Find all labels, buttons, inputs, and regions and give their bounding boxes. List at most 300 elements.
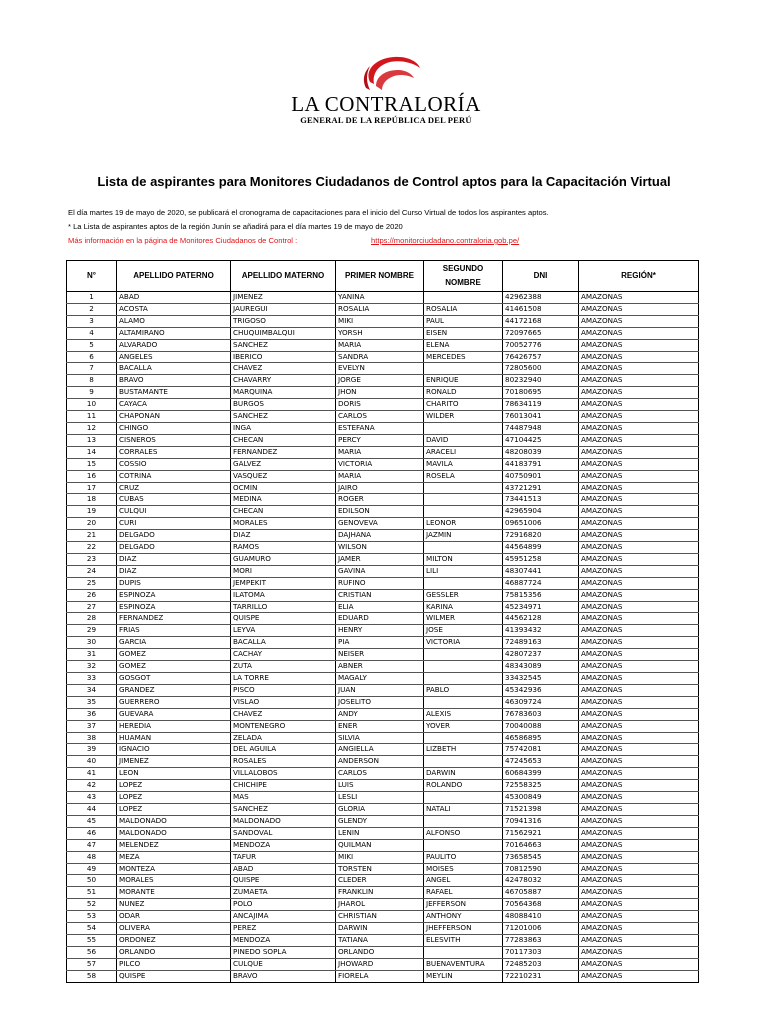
table-row bbox=[67, 482, 699, 494]
cell-primer-nombre: CARLOS bbox=[336, 768, 424, 780]
cell-apellido-paterno: DIAZ bbox=[117, 565, 231, 577]
cell-segundo-nombre: ELENA bbox=[424, 339, 503, 351]
cell-apellido-materno: ANCAJIMA bbox=[231, 911, 336, 923]
cell-number: 53 bbox=[67, 911, 117, 923]
cell-segundo-nombre: ROSALIA bbox=[424, 303, 503, 315]
table-row bbox=[67, 649, 699, 661]
cell-primer-nombre: DORIS bbox=[336, 399, 424, 411]
cell-dni: 42962388 bbox=[503, 292, 579, 304]
cell-number: 52 bbox=[67, 899, 117, 911]
cell-segundo-nombre bbox=[424, 482, 503, 494]
cell-apellido-paterno: MORANTE bbox=[117, 887, 231, 899]
cell-primer-nombre: PERCY bbox=[336, 434, 424, 446]
cell-segundo-nombre bbox=[424, 946, 503, 958]
cell-primer-nombre: EDILSON bbox=[336, 506, 424, 518]
cell-dni: 76426757 bbox=[503, 351, 579, 363]
cell-apellido-materno: LEYVA bbox=[231, 625, 336, 637]
info-junin-note: * La Lista de aspirantes aptos de la región Junín se añadirá para el día martes 19 de mayo de 2020 bbox=[68, 222, 403, 231]
cell-segundo-nombre bbox=[424, 696, 503, 708]
cell-region: AMAZONAS bbox=[579, 530, 699, 542]
col-header-primer-nombre: PRIMER NOMBRE bbox=[336, 261, 424, 292]
cell-number: 24 bbox=[67, 565, 117, 577]
cell-primer-nombre: TATIANA bbox=[336, 934, 424, 946]
cell-dni: 70117303 bbox=[503, 946, 579, 958]
cell-region: AMAZONAS bbox=[579, 399, 699, 411]
table-row bbox=[67, 887, 699, 899]
cell-dni: 44183791 bbox=[503, 458, 579, 470]
cell-number: 20 bbox=[67, 518, 117, 530]
cell-apellido-paterno: CULQUI bbox=[117, 506, 231, 518]
cell-apellido-materno: CHAVEZ bbox=[231, 363, 336, 375]
table-row bbox=[67, 327, 699, 339]
cell-dni: 72210231 bbox=[503, 970, 579, 982]
cell-region: AMAZONAS bbox=[579, 542, 699, 554]
cell-apellido-paterno: COTRINA bbox=[117, 470, 231, 482]
cell-number: 45 bbox=[67, 815, 117, 827]
cell-segundo-nombre: ANTHONY bbox=[424, 911, 503, 923]
cell-region: AMAZONAS bbox=[579, 565, 699, 577]
cell-region: AMAZONAS bbox=[579, 946, 699, 958]
cell-apellido-materno: DEL AGUILA bbox=[231, 744, 336, 756]
cell-number: 38 bbox=[67, 732, 117, 744]
cell-segundo-nombre: JOSE bbox=[424, 625, 503, 637]
cell-number: 36 bbox=[67, 708, 117, 720]
cell-region: AMAZONAS bbox=[579, 470, 699, 482]
table-row bbox=[67, 315, 699, 327]
cell-apellido-paterno: COSSIO bbox=[117, 458, 231, 470]
table-row bbox=[67, 732, 699, 744]
cell-segundo-nombre: WILDER bbox=[424, 411, 503, 423]
cell-region: AMAZONAS bbox=[579, 518, 699, 530]
cell-region: AMAZONAS bbox=[579, 553, 699, 565]
cell-apellido-materno: CHICHIPE bbox=[231, 780, 336, 792]
cell-apellido-paterno: CAYACA bbox=[117, 399, 231, 411]
cell-dni: 46309724 bbox=[503, 696, 579, 708]
cell-apellido-materno: MENDOZA bbox=[231, 934, 336, 946]
cell-dni: 80232940 bbox=[503, 375, 579, 387]
cell-region: AMAZONAS bbox=[579, 387, 699, 399]
cell-region: AMAZONAS bbox=[579, 684, 699, 696]
cell-number: 8 bbox=[67, 375, 117, 387]
table-row bbox=[67, 899, 699, 911]
cell-apellido-paterno: BUSTAMANTE bbox=[117, 387, 231, 399]
cell-apellido-materno: MEDINA bbox=[231, 494, 336, 506]
table-row bbox=[67, 470, 699, 482]
cell-segundo-nombre: ROLANDO bbox=[424, 780, 503, 792]
cell-number: 47 bbox=[67, 839, 117, 851]
cell-apellido-paterno: GUEVARA bbox=[117, 708, 231, 720]
cell-apellido-materno: RAMOS bbox=[231, 542, 336, 554]
cell-segundo-nombre: PAUL bbox=[424, 315, 503, 327]
cell-dni: 72558325 bbox=[503, 780, 579, 792]
cell-number: 26 bbox=[67, 589, 117, 601]
cell-region: AMAZONAS bbox=[579, 780, 699, 792]
cell-primer-nombre: YORSH bbox=[336, 327, 424, 339]
cell-region: AMAZONAS bbox=[579, 458, 699, 470]
cell-primer-nombre: CHRISTIAN bbox=[336, 911, 424, 923]
cell-apellido-materno: MENDOZA bbox=[231, 839, 336, 851]
cell-region: AMAZONAS bbox=[579, 589, 699, 601]
cell-segundo-nombre: YOVER bbox=[424, 720, 503, 732]
cell-apellido-materno: DIAZ bbox=[231, 530, 336, 542]
cell-dni: 48088410 bbox=[503, 911, 579, 923]
cell-apellido-paterno: NUNEZ bbox=[117, 899, 231, 911]
cell-number: 16 bbox=[67, 470, 117, 482]
table-row bbox=[67, 363, 699, 375]
table-row bbox=[67, 744, 699, 756]
cell-region: AMAZONAS bbox=[579, 827, 699, 839]
cell-primer-nombre: ANDY bbox=[336, 708, 424, 720]
cell-apellido-materno: MORI bbox=[231, 565, 336, 577]
cell-region: AMAZONAS bbox=[579, 875, 699, 887]
cell-apellido-paterno: ODAR bbox=[117, 911, 231, 923]
cell-number: 29 bbox=[67, 625, 117, 637]
cell-region: AMAZONAS bbox=[579, 482, 699, 494]
col-header-apellido-materno: APELLIDO MATERNO bbox=[231, 261, 336, 292]
cell-apellido-materno: QUISPE bbox=[231, 875, 336, 887]
table-row bbox=[67, 839, 699, 851]
cell-number: 17 bbox=[67, 482, 117, 494]
cell-apellido-materno: OCMIN bbox=[231, 482, 336, 494]
cell-primer-nombre: JAMER bbox=[336, 553, 424, 565]
cell-primer-nombre: JAIRO bbox=[336, 482, 424, 494]
cell-segundo-nombre: RAFAEL bbox=[424, 887, 503, 899]
cell-apellido-paterno: CURI bbox=[117, 518, 231, 530]
cell-primer-nombre: MARIA bbox=[336, 470, 424, 482]
page-title: Lista de aspirantes para Monitores Ciudadanos de Control aptos para la Capacitación Virtual bbox=[97, 174, 671, 189]
cell-apellido-materno: TARRILLO bbox=[231, 601, 336, 613]
cell-dni: 40750901 bbox=[503, 470, 579, 482]
cell-segundo-nombre: LIZBETH bbox=[424, 744, 503, 756]
cell-primer-nombre: JHAROL bbox=[336, 899, 424, 911]
cell-apellido-paterno: HEREDIA bbox=[117, 720, 231, 732]
cell-dni: 71521398 bbox=[503, 803, 579, 815]
monitor-link[interactable]: https://monitorciudadano.contraloria.gob.pe/ bbox=[371, 236, 520, 245]
cell-primer-nombre: ENER bbox=[336, 720, 424, 732]
cell-region: AMAZONAS bbox=[579, 577, 699, 589]
cell-segundo-nombre: PABLO bbox=[424, 684, 503, 696]
cell-primer-nombre: RUFINO bbox=[336, 577, 424, 589]
cell-apellido-paterno: CHAPONAN bbox=[117, 411, 231, 423]
cell-primer-nombre: MAGALY bbox=[336, 673, 424, 685]
cell-apellido-materno: MORALES bbox=[231, 518, 336, 530]
cell-primer-nombre: NEISER bbox=[336, 649, 424, 661]
cell-apellido-materno: LA TORRE bbox=[231, 673, 336, 685]
cell-apellido-paterno: MALDONADO bbox=[117, 815, 231, 827]
cell-segundo-nombre bbox=[424, 756, 503, 768]
table-row bbox=[67, 696, 699, 708]
cell-primer-nombre: ESTEFANA bbox=[336, 422, 424, 434]
cell-segundo-nombre: LILI bbox=[424, 565, 503, 577]
cell-primer-nombre: LESLI bbox=[336, 792, 424, 804]
cell-region: AMAZONAS bbox=[579, 339, 699, 351]
cell-segundo-nombre: MEYLIN bbox=[424, 970, 503, 982]
cell-apellido-materno: MARQUINA bbox=[231, 387, 336, 399]
cell-primer-nombre: LENIN bbox=[336, 827, 424, 839]
cell-region: AMAZONAS bbox=[579, 744, 699, 756]
cell-region: AMAZONAS bbox=[579, 673, 699, 685]
cell-dni: 74487948 bbox=[503, 422, 579, 434]
cell-apellido-paterno: MONTEZA bbox=[117, 863, 231, 875]
cell-region: AMAZONAS bbox=[579, 506, 699, 518]
table-row bbox=[67, 577, 699, 589]
table-row bbox=[67, 518, 699, 530]
cell-primer-nombre: YANINA bbox=[336, 292, 424, 304]
cell-segundo-nombre: JHEFFERSON bbox=[424, 923, 503, 935]
cell-dni: 45342936 bbox=[503, 684, 579, 696]
cell-segundo-nombre bbox=[424, 292, 503, 304]
table-row bbox=[67, 399, 699, 411]
cell-apellido-paterno: ABAD bbox=[117, 292, 231, 304]
cell-number: 35 bbox=[67, 696, 117, 708]
col-header-dni: DNI bbox=[503, 261, 579, 292]
cell-region: AMAZONAS bbox=[579, 649, 699, 661]
cell-apellido-materno: CHAVARRY bbox=[231, 375, 336, 387]
cell-dni: 46586895 bbox=[503, 732, 579, 744]
cell-primer-nombre: CLEDER bbox=[336, 875, 424, 887]
cell-segundo-nombre: PAULITO bbox=[424, 851, 503, 863]
cell-segundo-nombre bbox=[424, 661, 503, 673]
cell-dni: 41461508 bbox=[503, 303, 579, 315]
cell-dni: 70180695 bbox=[503, 387, 579, 399]
cell-region: AMAZONAS bbox=[579, 911, 699, 923]
cell-apellido-paterno: FERNANDEZ bbox=[117, 613, 231, 625]
cell-primer-nombre: CRISTIAN bbox=[336, 589, 424, 601]
cell-region: AMAZONAS bbox=[579, 637, 699, 649]
table-row bbox=[67, 506, 699, 518]
cell-segundo-nombre: ANGEL bbox=[424, 875, 503, 887]
table-row bbox=[67, 815, 699, 827]
logo-swoosh-icon bbox=[356, 52, 426, 94]
cell-primer-nombre: QUILMAN bbox=[336, 839, 424, 851]
cell-region: AMAZONAS bbox=[579, 327, 699, 339]
cell-dni: 45300849 bbox=[503, 792, 579, 804]
cell-primer-nombre: CARLOS bbox=[336, 411, 424, 423]
cell-primer-nombre: GAVINA bbox=[336, 565, 424, 577]
cell-segundo-nombre: GESSLER bbox=[424, 589, 503, 601]
cell-segundo-nombre bbox=[424, 649, 503, 661]
cell-dni: 72489163 bbox=[503, 637, 579, 649]
cell-apellido-paterno: LOPEZ bbox=[117, 803, 231, 815]
cell-number: 46 bbox=[67, 827, 117, 839]
cell-apellido-paterno: MORALES bbox=[117, 875, 231, 887]
cell-segundo-nombre: WILMER bbox=[424, 613, 503, 625]
cell-number: 21 bbox=[67, 530, 117, 542]
cell-region: AMAZONAS bbox=[579, 768, 699, 780]
cell-segundo-nombre: CHARITO bbox=[424, 399, 503, 411]
cell-region: AMAZONAS bbox=[579, 315, 699, 327]
table-row bbox=[67, 339, 699, 351]
cell-segundo-nombre: MILTON bbox=[424, 553, 503, 565]
cell-region: AMAZONAS bbox=[579, 434, 699, 446]
cell-segundo-nombre: RONALD bbox=[424, 387, 503, 399]
cell-apellido-materno: BURGOS bbox=[231, 399, 336, 411]
table-row bbox=[67, 387, 699, 399]
cell-primer-nombre: JHOWARD bbox=[336, 958, 424, 970]
cell-primer-nombre: DARWIN bbox=[336, 923, 424, 935]
cell-apellido-paterno: MALDONADO bbox=[117, 827, 231, 839]
cell-region: AMAZONAS bbox=[579, 923, 699, 935]
table-row bbox=[67, 292, 699, 304]
cell-number: 56 bbox=[67, 946, 117, 958]
cell-region: AMAZONAS bbox=[579, 303, 699, 315]
cell-primer-nombre: MARIA bbox=[336, 339, 424, 351]
cell-dni: 76013041 bbox=[503, 411, 579, 423]
cell-number: 28 bbox=[67, 613, 117, 625]
cell-region: AMAZONAS bbox=[579, 732, 699, 744]
table-row bbox=[67, 542, 699, 554]
cell-segundo-nombre: MAVILA bbox=[424, 458, 503, 470]
cell-number: 48 bbox=[67, 851, 117, 863]
table-row bbox=[67, 851, 699, 863]
info-more: Más información en la página de Monitores Ciudadanos de Control : bbox=[68, 236, 298, 245]
cell-dni: 73441513 bbox=[503, 494, 579, 506]
table-row bbox=[67, 863, 699, 875]
cell-number: 12 bbox=[67, 422, 117, 434]
cell-apellido-paterno: JIMENEZ bbox=[117, 756, 231, 768]
col-header-number: N° bbox=[67, 261, 117, 292]
cell-segundo-nombre: NATALI bbox=[424, 803, 503, 815]
cell-apellido-materno: POLO bbox=[231, 899, 336, 911]
cell-apellido-paterno: CRUZ bbox=[117, 482, 231, 494]
cell-apellido-materno: SANCHEZ bbox=[231, 803, 336, 815]
cell-segundo-nombre bbox=[424, 732, 503, 744]
cell-dni: 60684399 bbox=[503, 768, 579, 780]
cell-number: 37 bbox=[67, 720, 117, 732]
cell-dni: 45951258 bbox=[503, 553, 579, 565]
cell-segundo-nombre bbox=[424, 506, 503, 518]
cell-apellido-paterno: GUERRERO bbox=[117, 696, 231, 708]
aspirants-table bbox=[66, 260, 699, 983]
cell-segundo-nombre: MOISES bbox=[424, 863, 503, 875]
cell-apellido-materno: SANCHEZ bbox=[231, 411, 336, 423]
cell-primer-nombre: VICTORIA bbox=[336, 458, 424, 470]
cell-dni: 44172168 bbox=[503, 315, 579, 327]
cell-apellido-paterno: GOMEZ bbox=[117, 661, 231, 673]
cell-number: 33 bbox=[67, 673, 117, 685]
cell-apellido-paterno: MELENDEZ bbox=[117, 839, 231, 851]
cell-segundo-nombre: DAVID bbox=[424, 434, 503, 446]
cell-region: AMAZONAS bbox=[579, 601, 699, 613]
cell-primer-nombre: GLENDY bbox=[336, 815, 424, 827]
cell-apellido-materno: JAUREGUI bbox=[231, 303, 336, 315]
table-row bbox=[67, 601, 699, 613]
cell-apellido-materno: VASQUEZ bbox=[231, 470, 336, 482]
cell-apellido-materno: ZUMAETA bbox=[231, 887, 336, 899]
cell-region: AMAZONAS bbox=[579, 708, 699, 720]
cell-dni: 33432545 bbox=[503, 673, 579, 685]
cell-number: 57 bbox=[67, 958, 117, 970]
table-row bbox=[67, 970, 699, 982]
cell-segundo-nombre bbox=[424, 792, 503, 804]
cell-number: 51 bbox=[67, 887, 117, 899]
cell-apellido-paterno: CORRALES bbox=[117, 446, 231, 458]
cell-primer-nombre: ELIA bbox=[336, 601, 424, 613]
cell-region: AMAZONAS bbox=[579, 887, 699, 899]
cell-apellido-paterno: LEON bbox=[117, 768, 231, 780]
cell-number: 58 bbox=[67, 970, 117, 982]
table-row bbox=[67, 422, 699, 434]
table-row bbox=[67, 911, 699, 923]
cell-apellido-paterno: GRANDEZ bbox=[117, 684, 231, 696]
cell-primer-nombre: ANDERSON bbox=[336, 756, 424, 768]
cell-apellido-paterno: DELGADO bbox=[117, 542, 231, 554]
cell-region: AMAZONAS bbox=[579, 696, 699, 708]
cell-apellido-materno: ROSALES bbox=[231, 756, 336, 768]
cell-primer-nombre: JHON bbox=[336, 387, 424, 399]
cell-number: 15 bbox=[67, 458, 117, 470]
cell-region: AMAZONAS bbox=[579, 613, 699, 625]
cell-segundo-nombre bbox=[424, 577, 503, 589]
cell-primer-nombre: JORGE bbox=[336, 375, 424, 387]
cell-number: 13 bbox=[67, 434, 117, 446]
cell-apellido-materno: INGA bbox=[231, 422, 336, 434]
table-body bbox=[67, 292, 699, 983]
cell-primer-nombre: FRANKLIN bbox=[336, 887, 424, 899]
cell-region: AMAZONAS bbox=[579, 934, 699, 946]
cell-region: AMAZONAS bbox=[579, 720, 699, 732]
cell-apellido-paterno: ALVARADO bbox=[117, 339, 231, 351]
cell-dni: 46887724 bbox=[503, 577, 579, 589]
cell-apellido-paterno: CISNEROS bbox=[117, 434, 231, 446]
cell-primer-nombre: GENOVEVA bbox=[336, 518, 424, 530]
table-row bbox=[67, 768, 699, 780]
cell-apellido-paterno: HUAMAN bbox=[117, 732, 231, 744]
cell-apellido-paterno: ANGELES bbox=[117, 351, 231, 363]
cell-dni: 44564899 bbox=[503, 542, 579, 554]
cell-primer-nombre: ABNER bbox=[336, 661, 424, 673]
cell-apellido-materno: CHECAN bbox=[231, 506, 336, 518]
table-row bbox=[67, 661, 699, 673]
cell-primer-nombre: JOSELITO bbox=[336, 696, 424, 708]
cell-apellido-paterno: LOPEZ bbox=[117, 792, 231, 804]
cell-dni: 09651006 bbox=[503, 518, 579, 530]
cell-dni: 42478032 bbox=[503, 875, 579, 887]
cell-primer-nombre: ROGER bbox=[336, 494, 424, 506]
cell-dni: 70564368 bbox=[503, 899, 579, 911]
cell-segundo-nombre: LEONOR bbox=[424, 518, 503, 530]
cell-apellido-materno: JEMPEKIT bbox=[231, 577, 336, 589]
table-row bbox=[67, 803, 699, 815]
table-row bbox=[67, 637, 699, 649]
cell-number: 1 bbox=[67, 292, 117, 304]
table-row bbox=[67, 792, 699, 804]
cell-dni: 42965904 bbox=[503, 506, 579, 518]
cell-dni: 48343089 bbox=[503, 661, 579, 673]
cell-apellido-paterno: OLIVERA bbox=[117, 923, 231, 935]
table-row bbox=[67, 684, 699, 696]
cell-number: 11 bbox=[67, 411, 117, 423]
cell-primer-nombre: EVELYN bbox=[336, 363, 424, 375]
cell-dni: 72916820 bbox=[503, 530, 579, 542]
table-row bbox=[67, 613, 699, 625]
cell-number: 10 bbox=[67, 399, 117, 411]
col-header-segundo-nombre: SEGUNDO NOMBRE bbox=[424, 261, 503, 292]
cell-apellido-materno: SANDOVAL bbox=[231, 827, 336, 839]
cell-segundo-nombre bbox=[424, 839, 503, 851]
cell-segundo-nombre: VICTORIA bbox=[424, 637, 503, 649]
cell-apellido-materno: QUISPE bbox=[231, 613, 336, 625]
cell-number: 39 bbox=[67, 744, 117, 756]
cell-dni: 46705887 bbox=[503, 887, 579, 899]
cell-apellido-materno: IBERICO bbox=[231, 351, 336, 363]
cell-apellido-materno: ABAD bbox=[231, 863, 336, 875]
cell-dni: 72485203 bbox=[503, 958, 579, 970]
cell-number: 27 bbox=[67, 601, 117, 613]
cell-primer-nombre: FIORELA bbox=[336, 970, 424, 982]
cell-region: AMAZONAS bbox=[579, 625, 699, 637]
cell-primer-nombre: JUAN bbox=[336, 684, 424, 696]
